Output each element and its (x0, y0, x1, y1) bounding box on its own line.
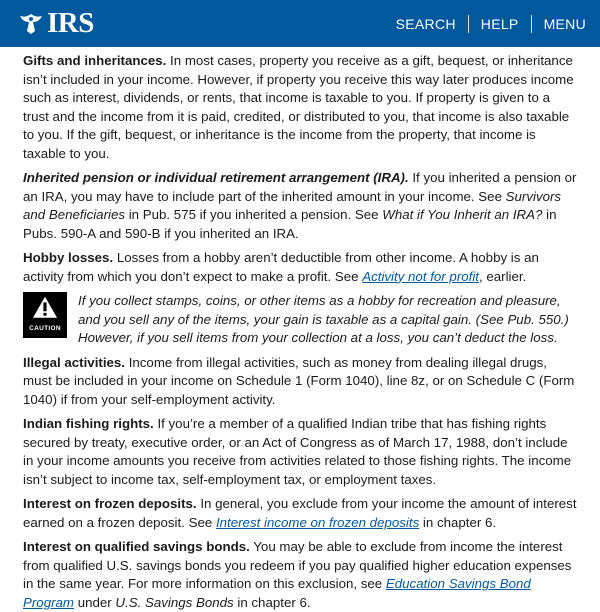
text-bonds: in chapter 6. (233, 594, 311, 610)
text-bonds: under (74, 594, 116, 610)
ref-us-savings-bonds: U.S. Savings Bonds (115, 594, 234, 610)
text-gifts: In most cases, property you receive as a gift, bequest, or inheritance isn’t included in your income. However, if property you receive this way later produces income such as interest, dividends, or rents, that income is taxable to you. If property is given to a trust and the income from it is paid, credited, or distributed to you, that income is also taxable to you. If the gift, bequest, or inheritance is the income from the property, that income is taxable to you. (23, 53, 574, 161)
term-hobby: Hobby losses. (23, 250, 114, 265)
text-illegal: Income from illegal activities, such as money from dealing illegal drugs, must be included in your income on Schedule 1 (Form 1040), line 8z, or on Schedule C (Form 1040) if from your self-employment activity. (23, 354, 575, 407)
nav-divider (468, 15, 469, 33)
site-header (0, 0, 600, 47)
text-bonds: You may be able to exclude from income the interest from qualified U.S. savings bonds you redeem if you pay qualified higher education expenses in the same year. For more information on this exclusion, see (23, 539, 572, 591)
top-nav (384, 15, 586, 33)
paragraph-bonds (23, 538, 578, 612)
caution-label: CAUTION (29, 324, 61, 332)
nav-divider (531, 15, 532, 33)
warning-triangle-icon (29, 296, 61, 319)
term-pension: Inherited pension or individual retirement arrangement (IRA). (23, 170, 409, 185)
paragraph-gifts (23, 52, 578, 163)
text-frozen: in chapter 6. (419, 514, 497, 530)
caution-box (23, 292, 578, 348)
ref-inherit-ira: What if You Inherit an IRA? (382, 207, 543, 222)
irs-logo[interactable] (18, 9, 94, 38)
text-frozen: In general, you exclude from your income the amount of interest earned on a frozen deposit. See (23, 496, 577, 530)
text-pension: in Pub. 575 if you inherited a pension. See (125, 207, 383, 222)
text-fishing: If you’re a member of a qualified Indian tribe that has fishing rights secured by treaty, executive order, or an Act of Congress as of March 17, 1988, don’t include in your income amounts you receive from activities related to those fishing rights. The income isn’t subject to income tax, self-employment tax, or employment taxes. (23, 416, 572, 487)
term-bonds: Interest on qualified savings bonds. (23, 539, 250, 554)
nav-search[interactable]: SEARCH (395, 15, 456, 32)
text-hobby: Losses from a hobby aren’t deductible from other income. A hobby is an activity from which you don’t expect to make a profit. See (23, 250, 539, 284)
term-frozen: Interest on frozen deposits. (23, 496, 197, 511)
nav-menu[interactable]: MENU (543, 15, 586, 32)
text-pension: If you inherited a pension or an IRA, you may have to include part of the inherited amount in your income. See (23, 170, 577, 204)
text-hobby: , earlier. (479, 268, 527, 284)
caution-text: If you collect stamps, coins, or other items as a hobby for recreation and pleasure, and you sell any of the items, your gain is taxable as a capital gain. (See Pub. 550.) However, if you sell items from your collection at a loss, you can’t deduct the loss. (78, 293, 569, 345)
publication-content (0, 47, 600, 612)
paragraph-frozen (23, 495, 578, 532)
term-gifts: Gifts and inheritances. (23, 53, 167, 68)
term-illegal: Illegal activities. (23, 354, 125, 370)
caution-icon (23, 292, 67, 338)
term-fishing: Indian fishing rights. (23, 416, 154, 431)
paragraph-fishing (23, 415, 578, 489)
text-pension: in Pubs. 590-A and 590-B if you inherited an IRA. (23, 207, 557, 241)
ref-survivors: Survivors and Beneficiaries (23, 188, 562, 222)
link-frozen-deposits[interactable]: Interest income on frozen deposits (215, 514, 420, 530)
link-education-savings-bond[interactable]: Education Savings Bond Program (23, 576, 531, 610)
link-activity-not-for-profit[interactable]: Activity not for profit (362, 268, 479, 284)
paragraph-pension (23, 169, 578, 243)
logo-text: IRS (47, 7, 94, 39)
paragraph-illegal (23, 354, 578, 410)
nav-help[interactable]: HELP (480, 15, 519, 32)
paragraph-hobby (23, 249, 578, 286)
eagle-icon (18, 11, 44, 37)
